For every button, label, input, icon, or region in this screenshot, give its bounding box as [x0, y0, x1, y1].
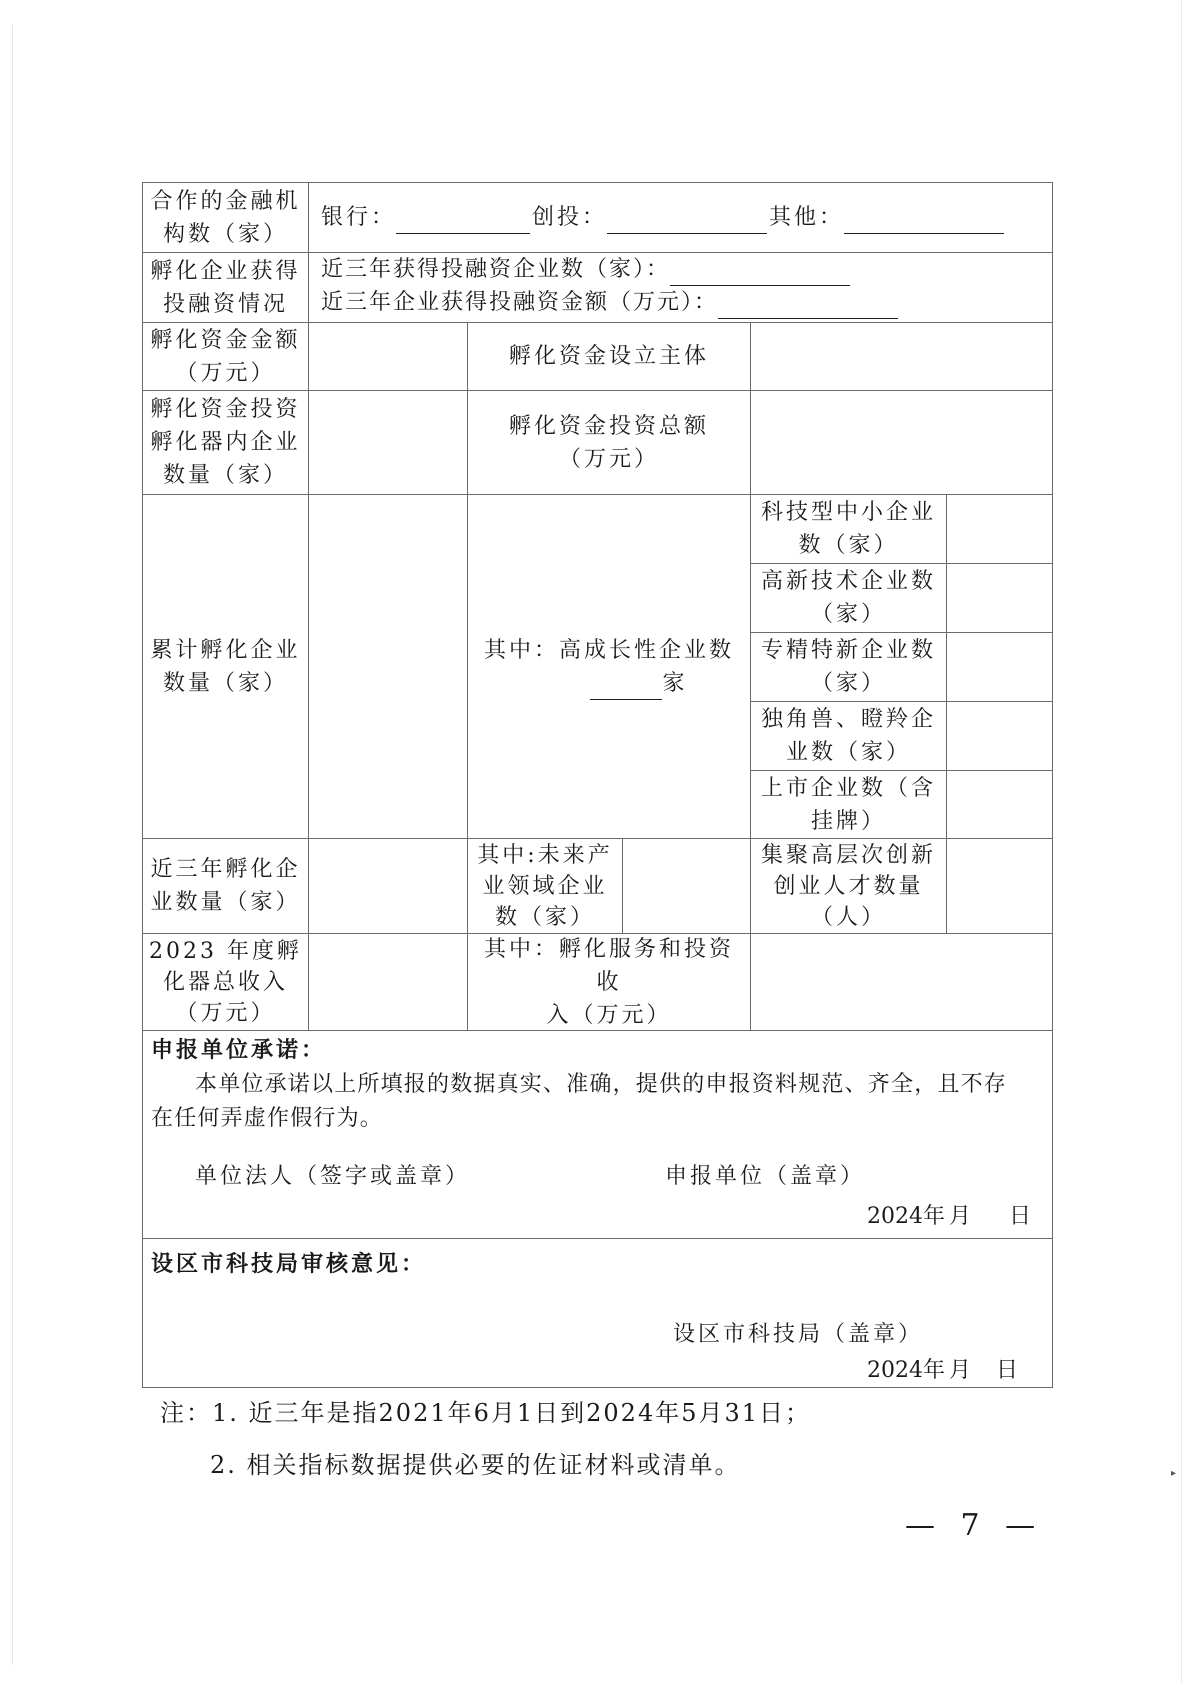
future-industry-input[interactable] — [622, 838, 751, 934]
label-line: 专精特新企业数 — [760, 638, 936, 663]
label-unicorn-gazelle — [750, 701, 947, 771]
review-section — [142, 1238, 1053, 1388]
label-line: （万元） — [175, 1000, 276, 1026]
talent-input[interactable] — [946, 838, 1053, 934]
commitment-body-line2: 在任何弄虚作假行为。 — [151, 1106, 384, 1131]
specialized-input[interactable] — [946, 632, 1053, 702]
label-talent — [750, 838, 947, 934]
commitment-date-month: 月 — [949, 1204, 975, 1229]
page-number: — 7 — — [905, 1508, 1044, 1543]
label-line: 科技型中小企业 — [760, 500, 936, 525]
label-line: 孵化资金投资 — [150, 397, 301, 422]
label-line: 上市企业数（含 — [760, 775, 936, 801]
label-fund-amount — [142, 322, 309, 391]
label-line: 孵化器内企业 — [150, 430, 301, 455]
label-line: 数量（家） — [162, 463, 288, 488]
fund-invested-companies-input[interactable] — [308, 390, 468, 495]
applicant-stamp[interactable]: 申报单位（盖章） — [665, 1164, 866, 1189]
fund-entity-input[interactable] — [750, 322, 1053, 391]
note-2: 2. 相关指标数据提供必要的佐证材料或清单。 — [210, 1451, 741, 1479]
label-high-tech — [750, 563, 947, 633]
label-future-industry — [467, 838, 623, 934]
label-line: （万元） — [175, 360, 276, 386]
label-line: （人） — [810, 904, 886, 930]
label-line: 业数量（家） — [150, 890, 301, 915]
label-line: 创业人才数量 — [773, 873, 924, 899]
label-line: 挂牌） — [810, 808, 886, 834]
label-fund-entity — [467, 322, 751, 391]
unicorn-gazelle-input[interactable] — [946, 701, 1053, 771]
recent-companies-input[interactable] — [308, 838, 468, 934]
commitment-section — [142, 1030, 1053, 1239]
other-label: 其他： — [769, 205, 845, 230]
cumulative-companies-input[interactable] — [308, 494, 468, 839]
label-line: 投融资情况 — [162, 291, 288, 317]
bank-label: 银行： — [321, 205, 397, 230]
other-input[interactable] — [844, 211, 1004, 234]
label-line: 集聚高层次创新 — [760, 842, 936, 868]
label-line: 其中:未来产 — [477, 842, 613, 868]
label-line: 孵化资金金额 — [150, 327, 301, 353]
label-sme-tech — [750, 494, 947, 564]
fund-amount-input[interactable] — [308, 322, 468, 391]
label-line: 其中：孵化服务和投资收 — [483, 936, 734, 995]
label-fund-investment-total — [467, 390, 751, 495]
label-service-revenue — [467, 933, 751, 1031]
listed-input[interactable] — [946, 770, 1053, 839]
high-growth-input[interactable] — [590, 677, 662, 700]
label-line: 数（家） — [798, 533, 899, 558]
vc-label: 创投： — [532, 205, 608, 230]
label-line: （万元） — [558, 446, 659, 472]
label-line: 孵化资金投资总额 — [508, 413, 709, 439]
label-line: （家） — [810, 671, 886, 696]
financial-institutions-fields — [308, 182, 1053, 253]
label-line: 合作的金融机 — [150, 188, 301, 214]
funded-companies-input[interactable] — [670, 263, 850, 286]
label-total-revenue — [142, 933, 309, 1031]
scan-edge — [1181, 0, 1182, 1683]
commitment-title: 申报单位承诺： — [151, 1037, 327, 1063]
review-date-year: 2024年 — [867, 1358, 945, 1383]
label-financial-institutions — [142, 182, 309, 253]
review-date-day: 日 — [996, 1358, 1022, 1383]
label-specialized — [750, 632, 947, 702]
bank-input[interactable] — [396, 211, 530, 234]
scan-edge — [12, 25, 13, 1665]
label-line: 业数（家） — [785, 740, 911, 765]
commitment-date-year: 2024年 — [867, 1204, 945, 1229]
label-text: 孵化资金设立主体 — [508, 344, 709, 369]
fund-investment-total-input[interactable] — [750, 390, 1053, 495]
label-line: 孵化企业获得 — [150, 258, 301, 284]
funded-companies-label: 近三年获得投融资企业数（家）： — [321, 257, 671, 282]
review-stamp[interactable]: 设区市科技局（盖章） — [673, 1322, 924, 1347]
label-line: 其中：高成长性企业数 — [483, 637, 734, 663]
legal-rep-signature[interactable]: 单位法人（签字或盖章） — [195, 1164, 471, 1189]
label-line: 独角兽、瞪羚企 — [760, 707, 936, 732]
label-line: 高新技术企业数 — [760, 569, 936, 594]
funding-amount-input[interactable] — [718, 296, 898, 319]
label-line: 2023 年度孵 — [149, 938, 302, 964]
label-fund-invested-companies — [142, 390, 309, 495]
label-line: 数（家） — [494, 904, 595, 930]
label-listed — [750, 770, 947, 839]
application-form-table — [142, 182, 1053, 1388]
commitment-date-day: 日 — [1009, 1204, 1035, 1229]
label-line: （家） — [810, 602, 886, 627]
scan-mark: ▸ — [1170, 1468, 1176, 1479]
label-line: 近三年孵化企 — [150, 857, 301, 882]
label-line: 业领域企业 — [482, 873, 608, 899]
review-date-month: 月 — [949, 1358, 975, 1383]
label-cumulative-companies — [142, 494, 309, 839]
high-tech-input[interactable] — [946, 563, 1053, 633]
sme-tech-input[interactable] — [946, 494, 1053, 564]
total-revenue-input[interactable] — [308, 933, 468, 1031]
high-growth-companies — [467, 494, 751, 839]
label-line: 累计孵化企业 — [150, 637, 301, 663]
label-line: 化器总收入 — [162, 969, 288, 995]
label-line: 数量（家） — [162, 670, 288, 696]
label-investment-status — [142, 252, 309, 323]
review-title: 设区市科技局审核意见： — [151, 1251, 427, 1277]
vc-input[interactable] — [607, 211, 767, 234]
unit-label: 家 — [662, 670, 688, 696]
label-line: 构数（家） — [162, 221, 288, 247]
investment-status-fields — [308, 252, 1053, 323]
label-recent-companies — [142, 838, 309, 934]
label-line: 入（万元） — [546, 1002, 672, 1028]
service-revenue-input[interactable] — [750, 933, 1053, 1031]
funding-amount-label: 近三年企业获得投融资金额（万元）： — [321, 290, 719, 315]
commitment-body-line1: 本单位承诺以上所填报的数据真实、准确，提供的申报资料规范、齐全，且不存 — [195, 1072, 1008, 1097]
note-1: 注：1. 近三年是指2021年6月1日到2024年5月31日； — [160, 1399, 812, 1427]
